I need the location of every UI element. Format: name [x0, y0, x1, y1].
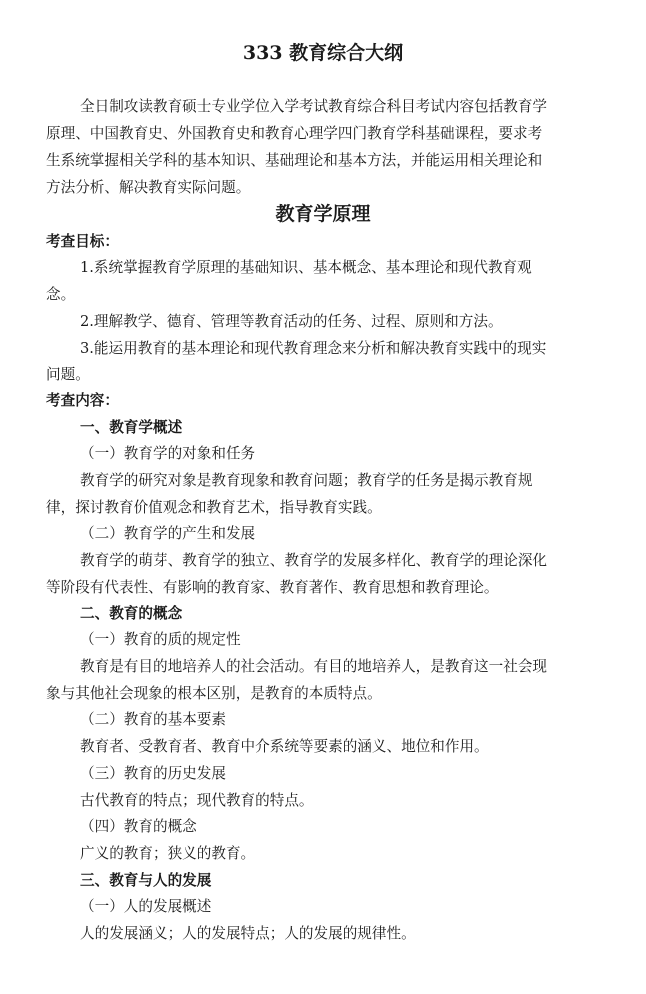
subsection-heading: （二）教育的基本要素: [80, 711, 226, 728]
chapter-heading: 三、教育与人的发展: [80, 872, 212, 889]
intro-line: 生系统掌握相关学科的基本知识、基础理论和基本方法，并能运用相关理论和: [46, 152, 543, 169]
goal-line: 问题。: [46, 366, 90, 383]
paragraph-line: 广义的教育；狭义的教育。: [80, 845, 256, 862]
chapter-heading: 一、教育学概述: [80, 419, 183, 436]
paragraph-line: 象与其他社会现象的根本区别，是教育的本质特点。: [46, 685, 382, 702]
paragraph-line: 教育是有目的地培养人的社会活动。有目的地培养人，是教育这一社会现: [80, 658, 548, 675]
subsection-heading: （一）教育的质的规定性: [80, 631, 241, 648]
paragraph-line: 等阶段有代表性、有影响的教育家、教育著作、教育思想和教育理论。: [46, 579, 499, 596]
paragraph-line: 古代教育的特点；现代教育的特点。: [80, 792, 314, 809]
goal-line: 1.系统掌握教育学原理的基础知识、基本概念、基本理论和现代教育观: [80, 259, 532, 276]
document-title: 333 教育综合大纲: [242, 42, 404, 64]
chapter-heading: 二、教育的概念: [80, 605, 183, 622]
content-heading: 考查内容：: [46, 392, 119, 409]
paragraph-line: 教育者、受教育者、教育中介系统等要素的涵义、地位和作用。: [80, 738, 489, 755]
goals-heading: 考查目标：: [46, 233, 119, 250]
goal-line: 3.能运用教育的基本理论和现代教育理念来分析和解决教育实践中的现实: [80, 340, 547, 357]
section-title: 教育学原理: [275, 203, 371, 225]
goal-line: 念。: [46, 286, 76, 303]
intro-line: 全日制攻读教育硕士专业学位入学考试教育综合科目考试内容包括教育学: [80, 98, 548, 115]
goal-line: 2.理解教学、德育、管理等教育活动的任务、过程、原则和方法。: [80, 313, 503, 330]
paragraph-line: 教育学的萌芽、教育学的独立、教育学的发展多样化、教育学的理论深化: [80, 552, 548, 569]
intro-line: 方法分析、解决教育实际问题。: [46, 179, 251, 196]
paragraph-line: 教育学的研究对象是教育现象和教育问题；教育学的任务是揭示教育规: [80, 472, 533, 489]
subsection-heading: （一）人的发展概述: [80, 898, 212, 915]
subsection-heading: （一）教育学的对象和任务: [80, 445, 256, 462]
paragraph-line: 人的发展涵义；人的发展特点；人的发展的规律性。: [80, 925, 416, 942]
subsection-heading: （三）教育的历史发展: [80, 765, 226, 782]
subsection-heading: （四）教育的概念: [80, 818, 197, 835]
paragraph-line: 律，探讨教育价值观念和教育艺术，指导教育实践。: [46, 499, 382, 516]
intro-line: 原理、中国教育史、外国教育史和教育心理学四门教育学科基础课程，要求考: [46, 125, 543, 142]
subsection-heading: （二）教育学的产生和发展: [80, 525, 256, 542]
